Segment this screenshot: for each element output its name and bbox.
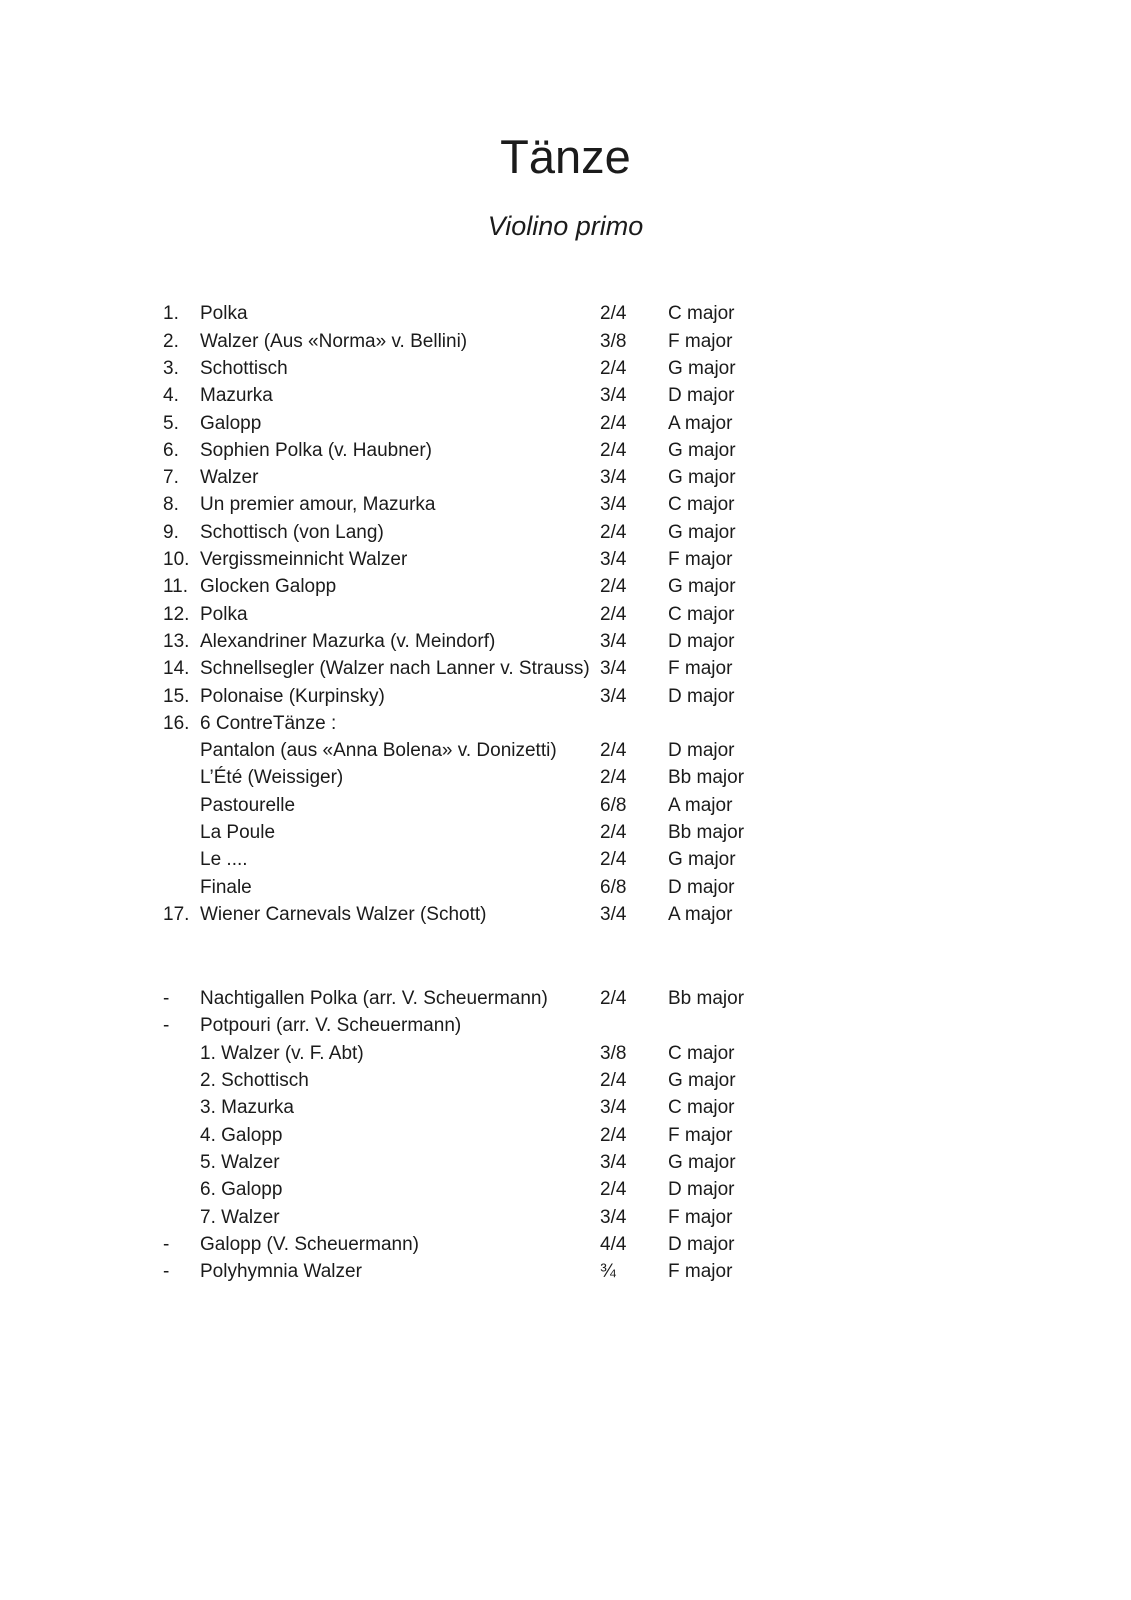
dance-title: 6 ContreTänze : [200,712,337,734]
dance-key: F major [668,1124,733,1146]
dance-key: D major [668,1233,735,1255]
dance-row [163,1176,1131,1203]
page-title: Tänze [500,130,631,183]
dance-title: 6. Galopp [200,1179,283,1201]
dance-marker: 6. [163,439,179,461]
page-subtitle: Violino primo [487,211,644,242]
dance-row [163,300,1131,327]
dance-key: G major [668,576,736,598]
dance-meter: 2/4 [600,988,627,1010]
dance-meter [600,710,668,737]
dance-marker [163,737,200,764]
dance-section [163,985,1131,1285]
dance-meter: 2/4 [600,603,627,625]
dance-row [163,1094,1131,1121]
dance-key: G major [668,439,736,461]
dance-row [163,410,1131,437]
dance-row [163,1231,1131,1258]
dance-marker: - [163,1233,170,1255]
dance-meter: 4/4 [600,1233,627,1255]
dance-marker [163,1204,200,1231]
dance-row [163,985,1131,1012]
dance-marker: 8. [163,494,179,516]
dance-title: Wiener Carnevals Walzer (Schott) [200,903,487,925]
dance-marker [163,1067,200,1094]
dance-title: Polonaise (Kurpinsky) [200,685,385,707]
dance-key: C major [668,603,735,625]
dance-title: Potpouri (arr. V. Scheuermann) [200,1015,462,1037]
dance-title: 7. Walzer [200,1206,280,1228]
dance-key: D major [668,685,735,707]
dance-meter: 3/4 [600,658,627,680]
dance-key: G major [668,357,736,379]
dance-marker [163,1149,200,1176]
dance-row [163,601,1131,628]
dance-key: D major [668,630,735,652]
dance-row [163,683,1131,710]
dance-row [163,819,1131,846]
dance-marker: 9. [163,521,179,543]
dance-key: A major [668,903,733,925]
dance-meter: 2/4 [600,849,627,871]
dance-title: Vergissmeinnicht Walzer [200,549,408,571]
dance-key: D major [668,1179,735,1201]
dance-key: A major [668,794,733,816]
dance-marker: 5. [163,412,179,434]
dance-title: Pastourelle [200,794,296,816]
dance-marker [163,874,200,901]
dance-meter: 3/4 [600,467,627,489]
dance-title: Walzer [200,467,259,489]
dance-row [163,437,1131,464]
dance-meter: 3/4 [600,685,627,707]
dance-row [163,1040,1131,1067]
dance-marker: 16. [163,712,190,734]
dance-key: G major [668,849,736,871]
dance-row [163,1122,1131,1149]
dance-marker: - [163,1015,170,1037]
dance-title: 2. Schottisch [200,1070,309,1092]
dance-meter: 2/4 [600,412,627,434]
dance-title: 3. Mazurka [200,1097,294,1119]
dance-row [163,737,1131,764]
dance-meter: 2/4 [600,303,627,325]
dance-row [163,573,1131,600]
dance-row [163,491,1131,518]
dance-meter: 3/8 [600,1042,627,1064]
dance-marker: 17. [163,903,190,925]
dance-row [163,792,1131,819]
dance-meter: 2/4 [600,1179,627,1201]
dance-key: F major [668,658,733,680]
dance-title: Polka [200,303,248,325]
dance-marker [163,846,200,873]
dance-key: D major [668,740,735,762]
dance-key: F major [668,1206,733,1228]
dance-marker [163,764,200,791]
dance-meter: 3/4 [600,549,627,571]
dance-row [163,874,1131,901]
dance-marker: 11. [163,576,189,598]
dance-meter: 2/4 [600,767,627,789]
dance-marker: - [163,988,170,1010]
dance-marker [163,1040,200,1067]
dance-title: Schottisch (von Lang) [200,521,384,543]
dance-meter: 3/4 [600,630,627,652]
dance-row [163,1012,1131,1039]
dance-meter: 2/4 [600,1124,627,1146]
dance-meter: 3/4 [600,1206,627,1228]
dance-title: Pantalon (aus «Anna Bolena» v. Donizetti) [200,740,557,762]
dance-key: C major [668,1097,735,1119]
dance-marker: - [163,1261,170,1283]
dance-title: L’Été (Weissiger) [200,767,344,789]
dance-meter: 2/4 [600,439,627,461]
dance-key: G major [668,1070,736,1092]
dance-row [163,328,1131,355]
dance-meter: 6/8 [600,794,627,816]
dance-key: F major [668,1261,733,1283]
dance-key: D major [668,385,735,407]
dance-meter: 3/8 [600,330,627,352]
dance-title: Schottisch [200,357,288,379]
dance-title: Mazurka [200,385,273,407]
dance-title: Un premier amour, Mazurka [200,494,436,516]
dance-row [163,355,1131,382]
dance-key: C major [668,303,735,325]
dance-marker: 14. [163,658,190,680]
dance-key: G major [668,521,736,543]
dance-key [668,710,1131,737]
dance-key: C major [668,1042,735,1064]
dance-title: 1. Walzer (v. F. Abt) [200,1042,364,1064]
dance-key: F major [668,330,733,352]
dance-title: Schnellsegler (Walzer nach Lanner v. Strauss) [200,658,590,680]
dance-title: Walzer (Aus «Norma» v. Bellini) [200,330,468,352]
dance-marker [163,1122,200,1149]
dance-row [163,546,1131,573]
dance-row [163,519,1131,546]
dance-meter: 2/4 [600,740,627,762]
dance-title: La Poule [200,821,276,843]
dance-title: Polka [200,603,248,625]
dance-title: Alexandriner Mazurka (v. Meindorf) [200,630,496,652]
dance-meter: 3/4 [600,494,627,516]
dance-marker: 10. [163,549,190,571]
dance-title: Le .... [200,849,248,871]
dance-key: F major [668,549,733,571]
dance-row [163,1149,1131,1176]
dance-row [163,1258,1131,1285]
dance-title: Finale [200,876,252,898]
dance-marker: 2. [163,330,179,352]
dance-meter: 3/4 [600,1097,627,1119]
dance-meter: 2/4 [600,357,627,379]
dance-marker [163,1094,200,1121]
dance-marker: 3. [163,357,179,379]
dance-title: Nachtigallen Polka (arr. V. Scheuermann) [200,988,548,1010]
dance-row [163,710,1131,737]
dance-row [163,846,1131,873]
dance-section [163,300,1131,928]
dance-title: Galopp (V. Scheuermann) [200,1233,419,1255]
dance-meter: ¾ [600,1261,616,1283]
dance-key: Bb major [668,767,745,789]
dance-title: Galopp [200,412,262,434]
dance-marker: 12. [163,603,190,625]
dance-marker: 1. [163,303,179,325]
dance-key: A major [668,412,733,434]
dance-key: G major [668,1151,736,1173]
dance-key: Bb major [668,988,745,1010]
dance-marker [163,819,200,846]
dance-row [163,464,1131,491]
dance-row [163,764,1131,791]
dance-meter: 2/4 [600,576,627,598]
dance-marker [163,792,200,819]
dance-marker: 7. [163,467,179,489]
dance-meter: 3/4 [600,1151,627,1173]
dance-meter: 2/4 [600,821,627,843]
dance-meter: 2/4 [600,1070,627,1092]
dance-marker [163,1176,200,1203]
dance-title: Sophien Polka (v. Haubner) [200,439,432,461]
dance-marker: 4. [163,385,179,407]
dance-meter: 2/4 [600,521,627,543]
dance-title: Polyhymnia Walzer [200,1261,362,1283]
dance-meter: 3/4 [600,903,627,925]
dance-title: 4. Galopp [200,1124,283,1146]
dance-title: 5. Walzer [200,1151,280,1173]
dance-key: D major [668,876,735,898]
dance-row [163,1204,1131,1231]
dance-key: Bb major [668,821,745,843]
dance-row [163,901,1131,928]
dance-key: C major [668,494,735,516]
dance-row [163,382,1131,409]
dance-meter: 6/8 [600,876,627,898]
dance-key: G major [668,467,736,489]
dance-meter: 3/4 [600,385,627,407]
dance-row [163,1067,1131,1094]
dance-key [668,1012,1131,1039]
dance-meter [600,1012,668,1039]
dance-title: Glocken Galopp [200,576,337,598]
dance-marker: 15. [163,685,190,707]
dance-list [163,300,1131,1285]
dance-row [163,628,1131,655]
dance-row [163,655,1131,682]
dance-marker: 13. [163,630,190,652]
